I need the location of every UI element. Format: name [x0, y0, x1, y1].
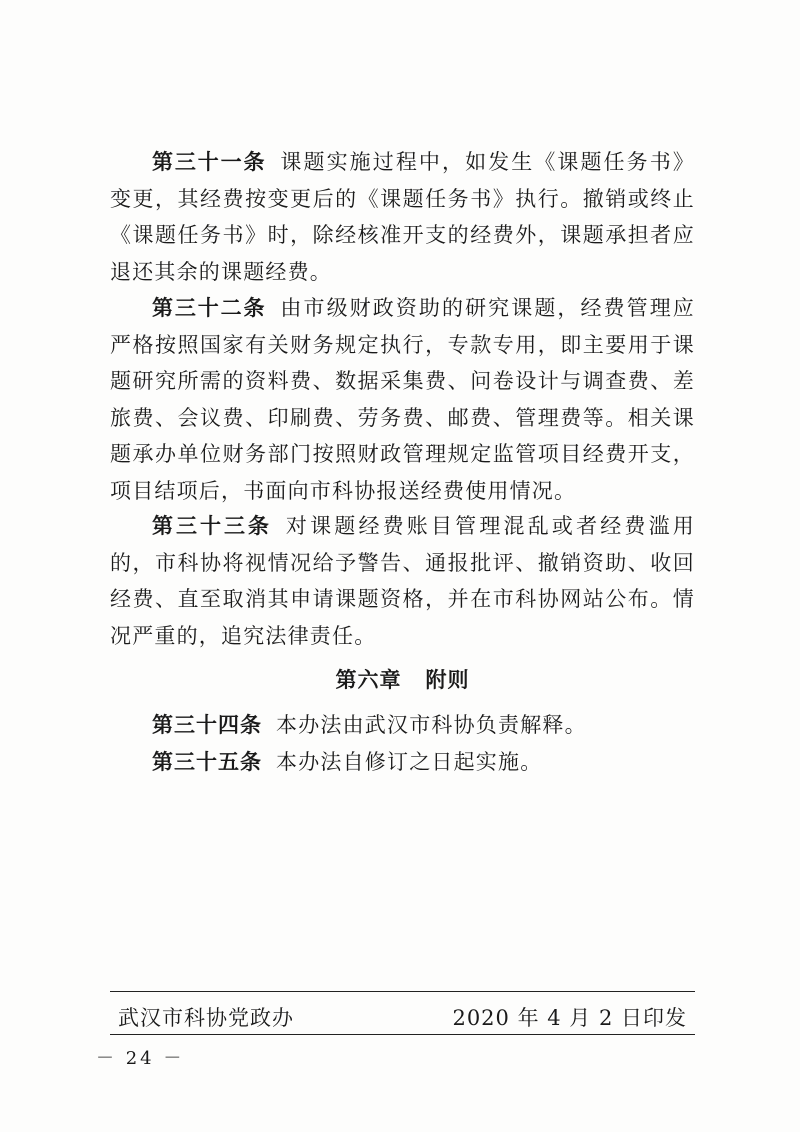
article-31 [110, 144, 695, 290]
footer-date: 2020 年 4 月 2 日印发 [452, 1006, 687, 1030]
article-35-label: 第三十五条 [152, 750, 262, 774]
chapter-number: 第六章 [335, 668, 402, 692]
article-33-text: 对课题经费账目管理混乱或者经费滥用的，市科协将视情况给予警告、通报批评、撤销资助、收回经费、直至取消其申请课题资格，并在市科协网站公布。情况严重的，追究法律责任。 [110, 514, 695, 648]
article-31-label: 第三十一条 [152, 150, 267, 174]
article-32-label: 第三十二条 [152, 296, 267, 320]
article-34 [110, 707, 695, 744]
article-33-label: 第三十三条 [152, 514, 272, 538]
article-32 [110, 290, 695, 510]
footer-row [110, 1002, 695, 1032]
footer-bottom-rule [110, 1034, 695, 1035]
article-32-text: 由市级财政资助的研究课题，经费管理应严格按照国家有关财务规定执行，专款专用，即主要用于课题研究所需的资料费、数据采集费、问卷设计与调查费、差旅费、会议费、印刷费、劳务费、邮费、管理费等。相关课题承办单位财务部门按照财政管理规定监管项目经费开支，项目结项后，书面向市科协报送经费使用情况。 [110, 296, 696, 503]
page-number: － 24 － [96, 1048, 185, 1069]
article-35-text: 本办法自修订之日起实施。 [276, 750, 543, 774]
article-34-text: 本办法由武汉市科协负责解释。 [276, 713, 587, 737]
footer-top-rule [110, 991, 695, 992]
article-31-text: 课题实施过程中，如发生《课题任务书》变更，其经费按变更后的《课题任务书》执行。撤销或终止《课题任务书》时，除经核准开支的经费外，课题承担者应退还其余的课题经费。 [110, 150, 696, 284]
footer-issuer: 武汉市科协党政办 [118, 1006, 294, 1030]
article-35 [110, 744, 695, 781]
chapter-title: 附则 [425, 668, 470, 692]
article-34-label: 第三十四条 [152, 713, 262, 737]
chapter-heading [110, 664, 695, 694]
article-33 [110, 508, 695, 654]
